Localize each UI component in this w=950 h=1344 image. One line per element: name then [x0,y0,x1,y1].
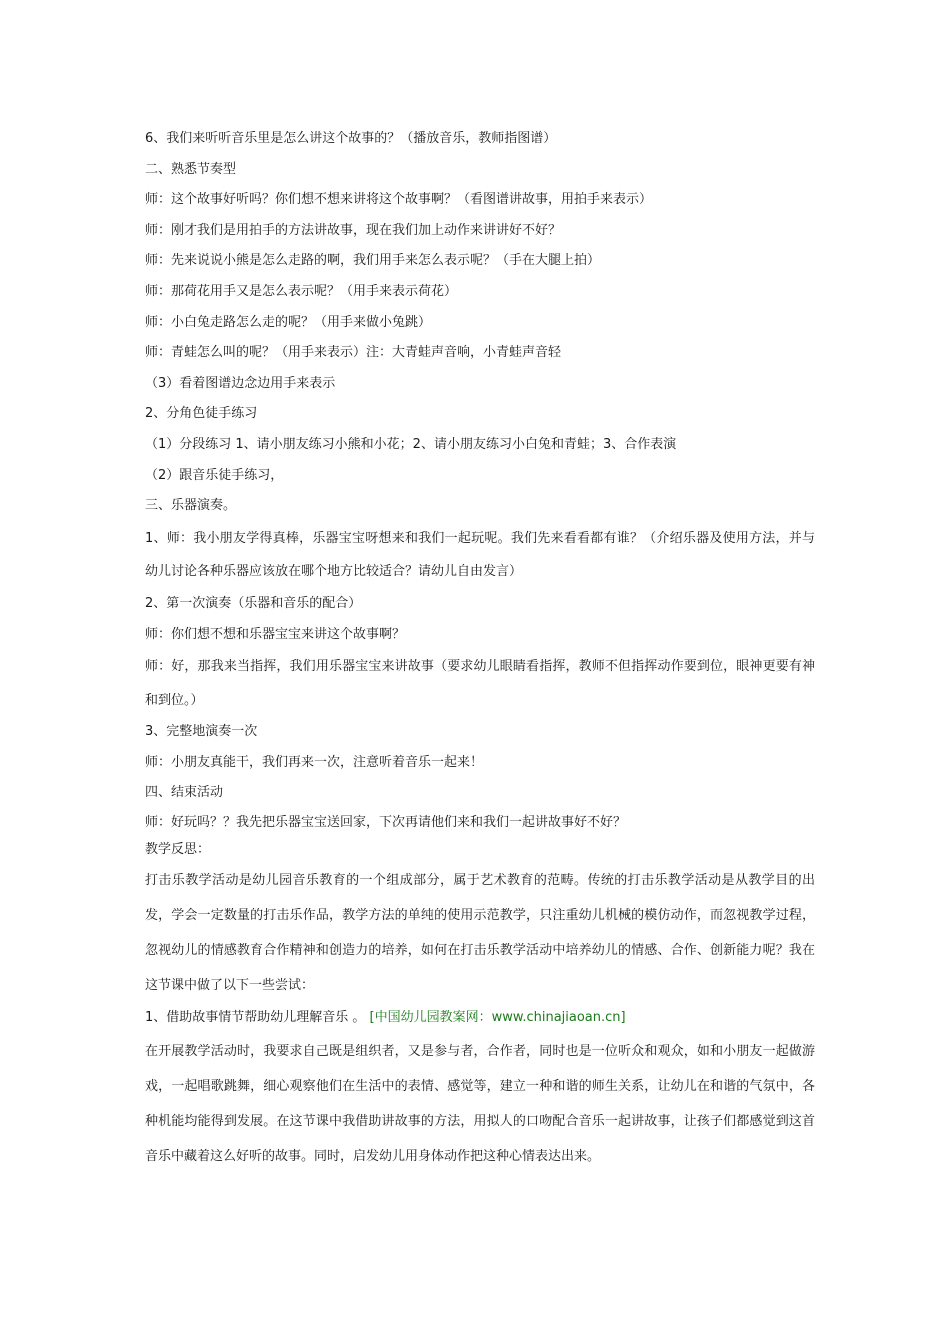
section-heading: 教学反思： [145,842,211,858]
text-line: 师：先来说说小熊是怎么走路的啊，我们用手来怎么表示呢？（手在大腿上拍） [145,253,601,269]
text-line: （3）看着图谱边念边用手来表示 [145,375,336,391]
section-heading: 二、熟悉节奏型 [145,161,237,177]
text-line: 师：青蛙怎么叫的呢？（用手来表示）注：大青蛙声音响，小青蛙声音轻 [145,345,562,361]
source-link[interactable]: [中国幼儿园教案网：www.chinajiaoan.cn] [369,1010,626,1026]
paragraph: 打击乐教学活动是幼儿园音乐教育的一个组成部分，属于艺术教育的范畴。传统的打击乐教学活动是从教学目的出发，学会一定数量的打击乐作品，教学方法的单纯的使用示范教学，只注重幼儿机械的模仿动作，而忽视教学过程，忽视幼儿的情感教育合作精神和创造力的培养，如何在打击乐教学活动中培养幼儿的情感、合作、创新能力呢？我在这节课中做了以下一些尝试： [145,873,815,994]
section-heading: 四、结束活动 [145,785,224,801]
section-heading: 三、乐器演奏。 [145,498,237,514]
subheading-line [145,1003,815,1034]
paragraph: 在开展教学活动时，我要求自己既是组织者，又是参与者，合作者，同时也是一位听众和观众，如和小朋友一起做游戏，一起唱歌跳舞，细心观察他们在生活中的表情、感觉等，建立一种和谐的师生关系，让幼儿在和谐的气氛中，各种机能均能得到发展。在这节课中我借助讲故事的方法，用拟人的口吻配合音乐一起讲故事，让孩子们都感觉到这首音乐中藏着这么好听的故事。同时，启发幼儿用身体动作把这种心情表达出来。 [145,1043,815,1164]
text-line: 师：好玩吗？？我先把乐器宝宝送回家，下次再请他们来和我们一起讲故事好不好？ [145,815,627,831]
text-line: （2）跟音乐徒手练习， [145,467,284,483]
subheading-text: 1、借助故事情节帮助幼儿理解音乐 。 [145,1010,366,1026]
text-line: 师：小白兔走路怎么走的呢？（用手来做小兔跳） [145,314,432,330]
text-line: 师：刚才我们是用拍手的方法讲故事，现在我们加上动作来讲讲好不好？ [145,222,562,238]
text-line: 2、第一次演奏（乐器和音乐的配合） [145,595,362,611]
paragraph: 师：好，那我来当指挥，我们用乐器宝宝来讲故事（要求幼儿眼睛看指挥，教师不但指挥动作要到位，眼神更要有神和到位。） [145,659,815,708]
paragraph: 1、师：我小朋友学得真棒，乐器宝宝呀想来和我们一起玩呢。我们先来看看都有谁？（介绍乐器及使用方法，并与幼儿讨论各种乐器应该放在哪个地方比较适合？请幼儿自由发言） [145,530,815,580]
text-line: 师：这个故事好听吗？你们想不想来讲将这个故事啊？（看图谱讲故事，用拍手来表示） [145,192,653,208]
text-line: 6、我们来听听音乐里是怎么讲这个故事的？（播放音乐，教师指图谱） [145,131,557,146]
text-line: 师：那荷花用手又是怎么表示呢？（用手来表示荷花） [145,283,458,299]
text-line: 师：小朋友真能干，我们再来一次，注意听着音乐一起来！ [145,754,484,770]
text-line: 师：你们想不想和乐器宝宝来讲这个故事啊？ [145,626,406,642]
document-body [145,124,815,1174]
text-line: 3、完整地演奏一次 [145,724,258,740]
text-line: 2、分角色徒手练习 [145,406,258,422]
text-line: （1）分段练习 1、请小朋友练习小熊和小花；2、请小朋友练习小白兔和青蛙；3、合作表演 [145,436,677,452]
